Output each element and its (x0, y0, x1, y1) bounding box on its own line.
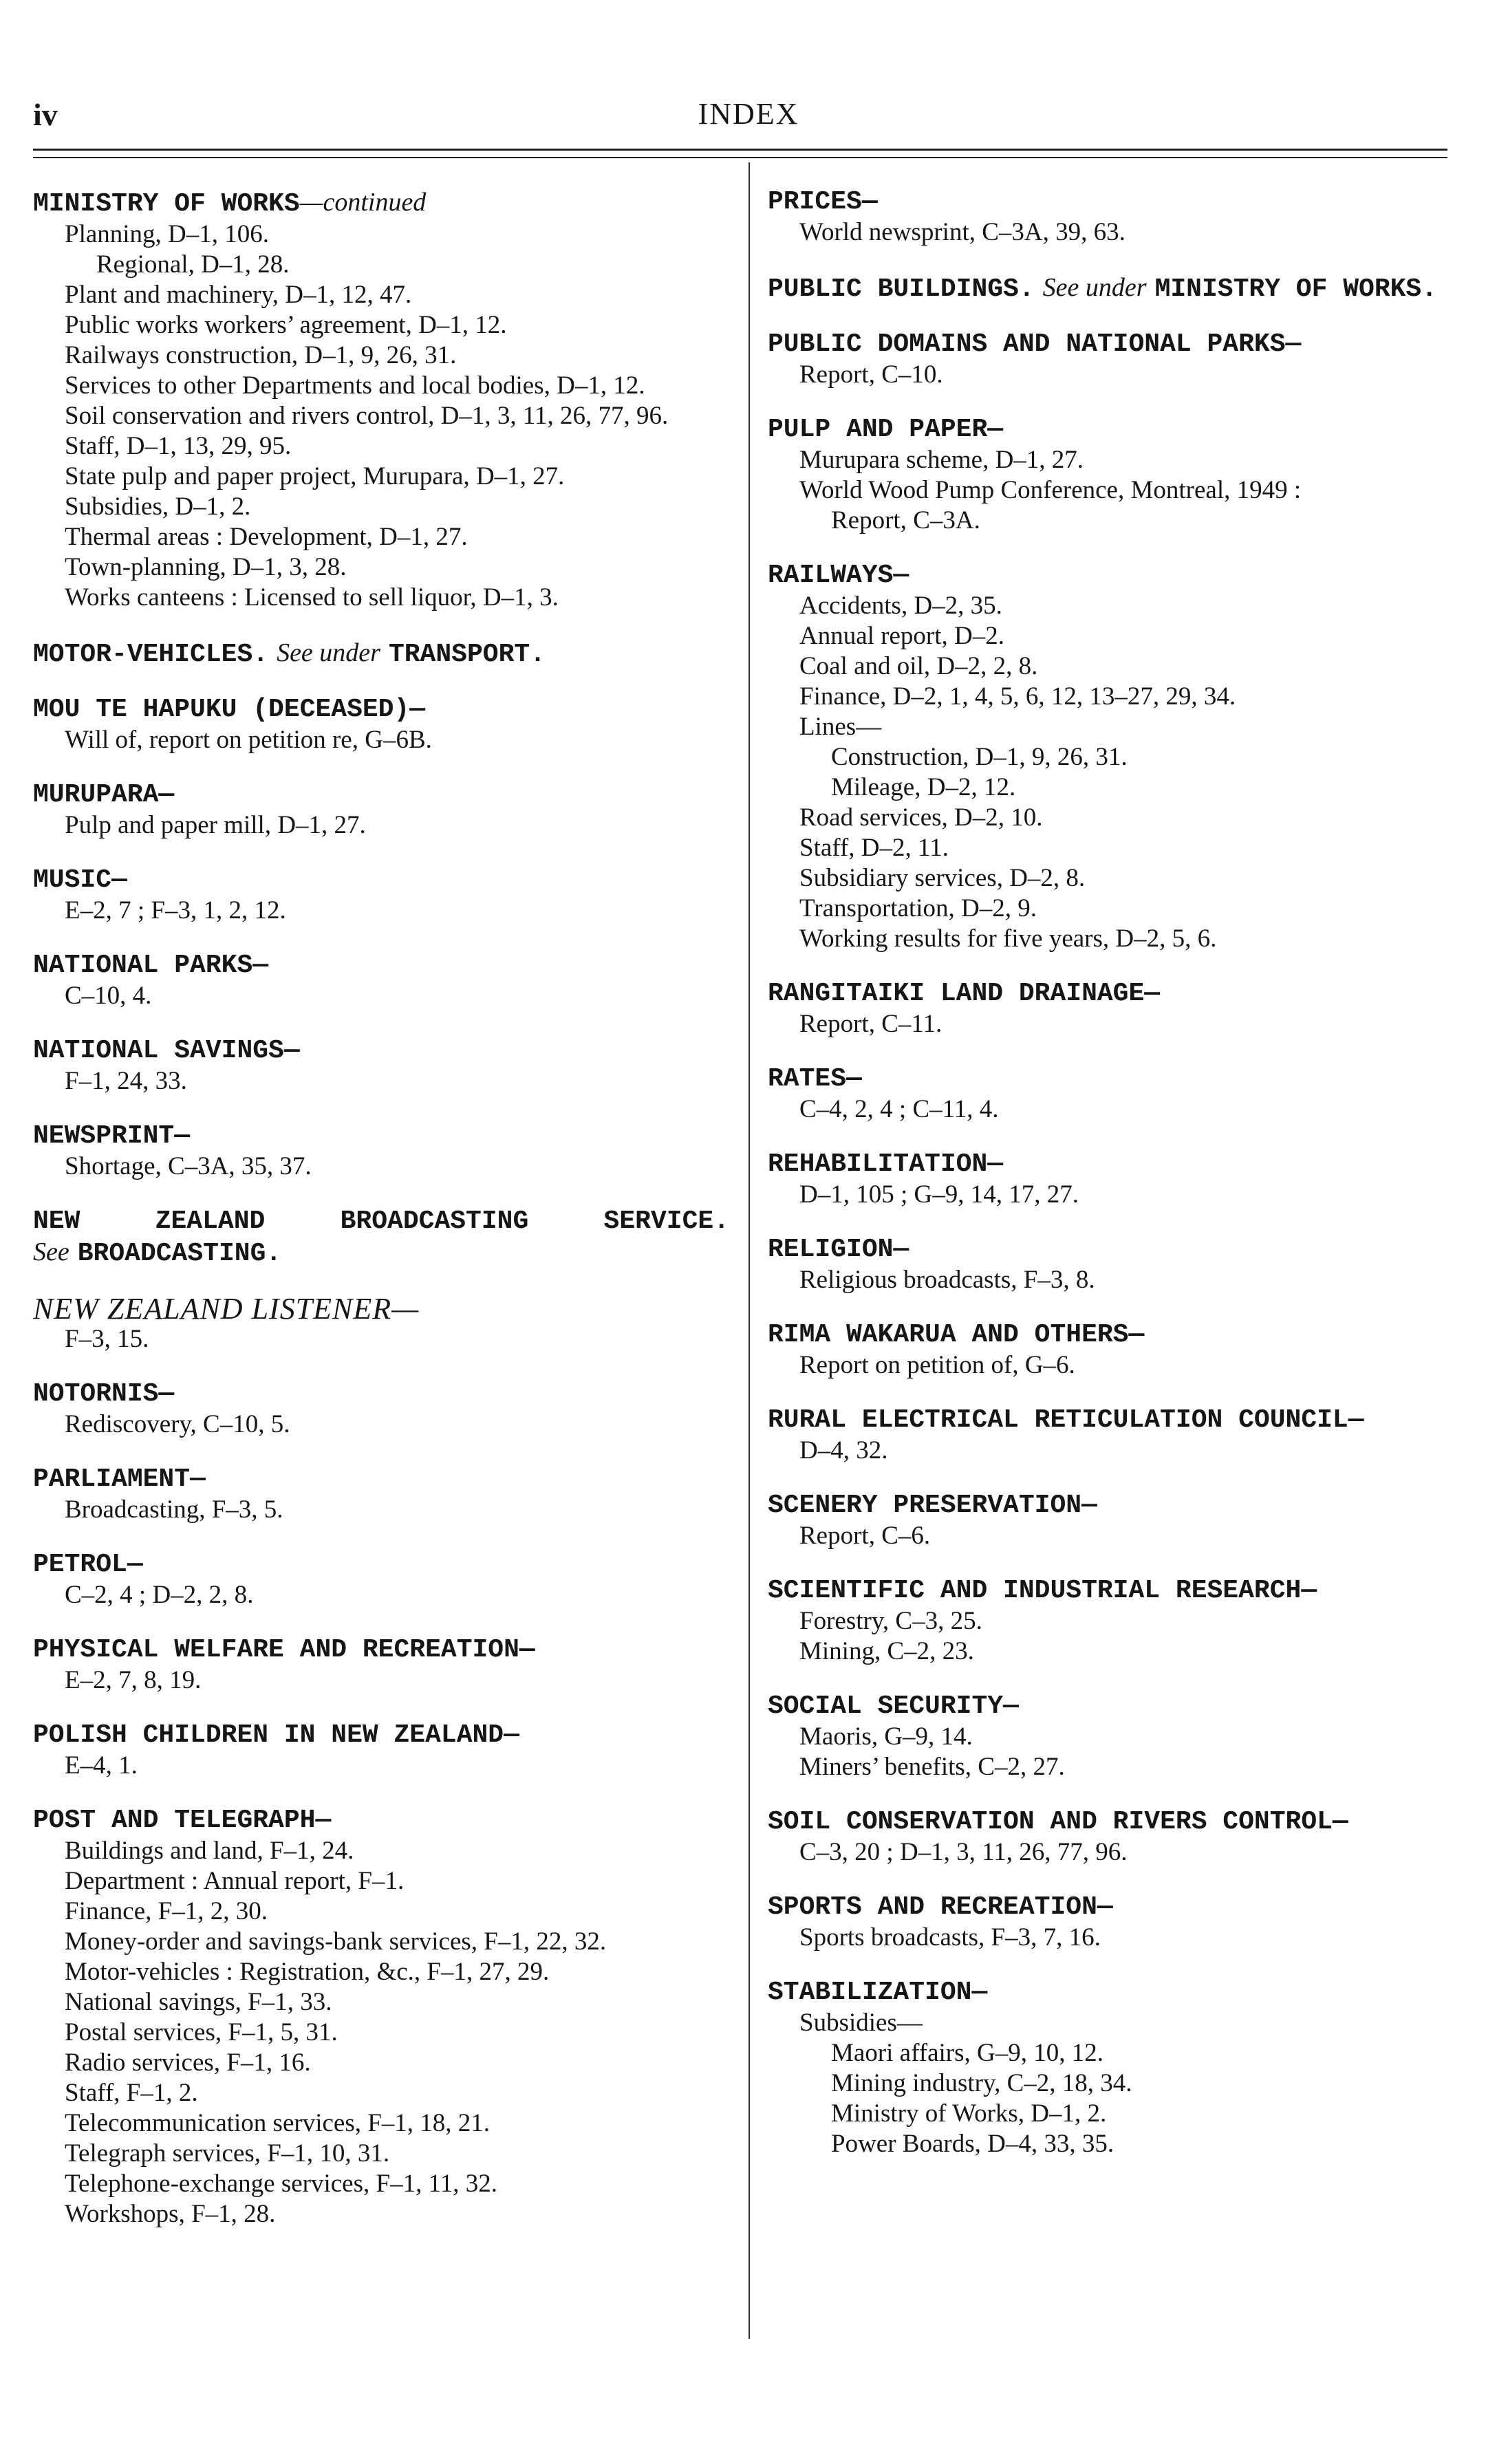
entry-heading (768, 415, 1456, 445)
entry-heading (33, 1720, 729, 1751)
subentry: Services to other Departments and local bodies, D–1, 12. (65, 371, 645, 400)
subentry: Forestry, C–3, 25. (799, 1607, 982, 1635)
header-rule-top (33, 149, 1447, 151)
subentry: Rediscovery, C–10, 5. (65, 1410, 290, 1438)
heading-text: NATIONAL SAVINGS— (33, 1036, 300, 1066)
subentry: Shortage, C–3A, 35, 37. (65, 1152, 312, 1180)
heading-text: PUBLIC BUILDINGS. (768, 274, 1035, 304)
subentry: Miners’ benefits, C–2, 27. (799, 1753, 1065, 1781)
subentry: E–2, 7, 8, 19. (65, 1666, 202, 1694)
subentry: Motor-vehicles : Registration, &c., F–1, 27, 29. (65, 1958, 550, 1986)
subentry: C–10, 4. (65, 982, 152, 1010)
subentry: Lines— (799, 713, 882, 741)
subentry: World newsprint, C–3A, 39, 63. (799, 218, 1126, 246)
heading-text: PETROL— (33, 1550, 143, 1579)
heading-text: RELIGION— (768, 1235, 909, 1264)
entry-heading (768, 979, 1456, 1009)
subentry: Report, C–10. (799, 360, 943, 389)
subentry: E–2, 7 ; F–3, 1, 2, 12. (65, 896, 286, 925)
subentry: Town-planning, D–1, 3, 28. (65, 553, 347, 581)
entry-heading (768, 1807, 1456, 1837)
entry-heading (33, 1036, 729, 1066)
index-entry-rates (768, 1064, 1456, 1125)
index-entry-rural-electrical-reticulation-council (768, 1405, 1456, 1466)
subentry: Railways construction, D–1, 9, 26, 31. (65, 341, 457, 369)
index-entry-polish-children-in-new-zealand (33, 1720, 729, 1781)
index-entry-pulp-and-paper (768, 415, 1456, 536)
index-entry-scenery-preservation (768, 1491, 1456, 1551)
entry-heading (768, 272, 1456, 305)
subentry: D–1, 105 ; G–9, 14, 17, 27. (799, 1180, 1079, 1209)
entry-heading (768, 329, 1456, 360)
sub-subentry: Mining industry, C–2, 18, 34. (831, 2069, 1132, 2097)
index-entry-motor-vehicles (33, 638, 729, 670)
index-entry-mou-te-hapuku-deceased (33, 695, 729, 755)
see-reference-label: See (33, 1238, 69, 1266)
subentry: Report, C–6. (799, 1522, 931, 1550)
subentry: Accidents, D–2, 35. (799, 592, 1002, 620)
entry-heading (33, 1465, 729, 1495)
index-entry-murupara (33, 780, 729, 841)
subentry: E–4, 1. (65, 1751, 138, 1780)
entry-heading (33, 1379, 729, 1409)
entry-heading (33, 638, 729, 670)
index-entry-newsprint (33, 1121, 729, 1182)
entry-heading (33, 187, 729, 219)
heading-text: NATIONAL PARKS— (33, 951, 269, 980)
index-entry-rima-wakarua-and-others (768, 1320, 1456, 1381)
subentry: Staff, D–1, 13, 29, 95. (65, 432, 292, 460)
index-entry-physical-welfare-and-recreation (33, 1635, 729, 1696)
entry-heading (768, 1064, 1456, 1094)
entry-heading (768, 1235, 1456, 1265)
index-entry-scientific-and-industrial-research (768, 1576, 1456, 1667)
header-rule-bottom (33, 157, 1447, 158)
index-entry-railways (768, 561, 1456, 954)
subentry: Plant and machinery, D–1, 12, 47. (65, 281, 412, 309)
subentry: Annual report, D–2. (799, 622, 1004, 650)
subentry: Telegraph services, F–1, 10, 31. (65, 2139, 390, 2168)
subentry: Public works workers’ agreement, D–1, 12. (65, 311, 507, 339)
subentry: Staff, F–1, 2. (65, 2079, 198, 2107)
heading-text: NEW ZEALAND LISTENER— (33, 1292, 420, 1326)
heading-text: PHYSICAL WELFARE AND RECREATION— (33, 1635, 535, 1665)
heading-text: MOU TE HAPUKU (DECEASED)— (33, 695, 426, 724)
subentry: Pulp and paper mill, D–1, 27. (65, 811, 366, 839)
sub-subentry: Mileage, D–2, 12. (831, 773, 1016, 801)
subentry: Department : Annual report, F–1. (65, 1867, 405, 1895)
entry-heading (768, 1892, 1456, 1923)
subentry: Road services, D–2, 10. (799, 803, 1043, 832)
subentry: Mining, C–2, 23. (799, 1637, 974, 1665)
heading-text: SPORTS AND RECREATION— (768, 1892, 1113, 1922)
heading-text: MINISTRY OF WORKS (33, 189, 300, 219)
heading-text: POLISH CHILDREN IN NEW ZEALAND— (33, 1720, 519, 1750)
subentry: Thermal areas : Development, D–1, 27. (65, 523, 468, 551)
subentry: Buildings and land, F–1, 24. (65, 1837, 354, 1865)
heading-text: SOCIAL SECURITY— (768, 1692, 1019, 1721)
heading-text: RAILWAYS— (768, 561, 909, 590)
entry-heading (33, 865, 729, 896)
subentry: Report, C–11. (799, 1010, 943, 1038)
see-reference-target: BROADCASTING. (77, 1239, 282, 1268)
subentry: Broadcasting, F–3, 5. (65, 1495, 283, 1524)
subentry: Subsidiary services, D–2, 8. (799, 864, 1086, 892)
entry-heading (768, 1405, 1456, 1436)
entry-heading (33, 1806, 729, 1836)
index-entry-sports-and-recreation (768, 1892, 1456, 1953)
page-header (0, 0, 1497, 165)
heading-text: SCIENTIFIC AND INDUSTRIAL RESEARCH— (768, 1576, 1317, 1606)
subentry: Will of, report on petition re, G–6B. (65, 726, 432, 754)
subentry: C–4, 2, 4 ; C–11, 4. (799, 1095, 999, 1123)
index-entry-public-domains-and-national-parks (768, 329, 1456, 390)
see-reference-label: See under (277, 638, 380, 667)
index-entry-new-zealand-broadcasting-service (33, 1207, 729, 1269)
heading-text: PARLIAMENT— (33, 1465, 206, 1494)
heading-text: MUSIC— (33, 865, 127, 895)
sub-subentry: Ministry of Works, D–1, 2. (831, 2099, 1107, 2128)
see-reference-label: See under (1042, 273, 1147, 302)
entry-heading (768, 1149, 1456, 1180)
subentry: State pulp and paper project, Murupara, D–1, 27. (65, 462, 565, 490)
entry-heading (768, 1320, 1456, 1350)
subentry: Workshops, F–1, 28. (65, 2200, 276, 2228)
sub-subentry: Report, C–3A. (831, 506, 980, 534)
heading-text: REHABILITATION— (768, 1149, 1004, 1179)
entry-heading (33, 1294, 729, 1324)
subentry: Subsidies— (799, 2009, 923, 2037)
heading-text: PRICES— (768, 187, 878, 217)
entry-heading (768, 561, 1456, 591)
heading-text: SOIL CONSERVATION AND RIVERS CONTROL— (768, 1807, 1348, 1837)
heading-text: POST AND TELEGRAPH— (33, 1806, 332, 1835)
subentry: Staff, D–2, 11. (799, 834, 949, 862)
index-entry-notornis (33, 1379, 729, 1440)
heading-text: PULP AND PAPER— (768, 415, 1004, 444)
subentry: D–4, 32. (799, 1436, 888, 1465)
sub-subentry: Maori affairs, G–9, 10, 12. (831, 2039, 1103, 2067)
subentry: Coal and oil, D–2, 2, 8. (799, 652, 1038, 680)
entry-heading (33, 951, 729, 981)
index-entry-soil-conservation-and-rivers-control (768, 1807, 1456, 1868)
subentry: Telephone-exchange services, F–1, 11, 32. (65, 2170, 497, 2198)
index-entry-ministry-of-works (33, 187, 729, 613)
index-entry-stabilization (768, 1978, 1456, 2159)
subentry: Finance, F–1, 2, 30. (65, 1897, 268, 1925)
subentry: Money-order and savings-bank services, F–1, 22, 32. (65, 1927, 607, 1956)
right-column (768, 187, 1456, 2184)
entry-heading (768, 1692, 1456, 1722)
subentry: Works canteens : Licensed to sell liquor, D–1, 3. (65, 583, 559, 612)
subentry: Soil conservation and rivers control, D–1, 3, 11, 26, 77, 96. (65, 402, 669, 430)
heading-text: RURAL ELECTRICAL RETICULATION COUNCIL— (768, 1405, 1364, 1435)
page-number: iv (33, 97, 58, 132)
index-entry-post-and-telegraph (33, 1806, 729, 2229)
index-entry-new-zealand-listener (33, 1294, 729, 1354)
index-entry-national-parks (33, 951, 729, 1011)
heading-text: RIMA WAKARUA AND OTHERS— (768, 1320, 1145, 1350)
entry-heading (768, 1978, 1456, 2008)
subentry: Murupara scheme, D–1, 27. (799, 446, 1084, 474)
heading-text: MOTOR-VEHICLES. (33, 640, 269, 669)
subentry: Sports broadcasts, F–3, 7, 16. (799, 1923, 1101, 1952)
sub-subentry: Construction, D–1, 9, 26, 31. (831, 743, 1128, 771)
column-divider (748, 162, 750, 2339)
subentry: Working results for five years, D–2, 5, 6. (799, 925, 1217, 953)
subentry: National savings, F–1, 33. (65, 1988, 332, 2016)
subentry: Radio services, F–1, 16. (65, 2049, 311, 2077)
heading-text: STABILIZATION— (768, 1978, 988, 2007)
heading-text: SCENERY PRESERVATION— (768, 1491, 1097, 1520)
subentry: Maoris, G–9, 14. (799, 1722, 973, 1751)
left-column (33, 187, 729, 2254)
see-reference-target: MINISTRY OF WORKS. (1154, 274, 1438, 304)
index-entry-public-buildings (768, 272, 1456, 305)
heading-text: RATES— (768, 1064, 862, 1094)
index-entry-parliament (33, 1465, 729, 1525)
subentry: Telecommunication services, F–1, 18, 21. (65, 2109, 491, 2137)
subentry: C–3, 20 ; D–1, 3, 11, 26, 77, 96. (799, 1838, 1128, 1866)
sub-subentry: Power Boards, D–4, 33, 35. (831, 2130, 1114, 2158)
heading-text: PUBLIC DOMAINS AND NATIONAL PARKS— (768, 329, 1302, 359)
entry-heading (33, 1550, 729, 1580)
index-entry-music (33, 865, 729, 926)
entry-heading (768, 187, 1456, 217)
heading-text: MURUPARA— (33, 780, 175, 810)
heading-text: RANGITAIKI LAND DRAINAGE— (768, 979, 1161, 1008)
heading-text: NEWSPRINT— (33, 1121, 191, 1151)
index-entry-petrol (33, 1550, 729, 1610)
entry-heading (33, 1207, 729, 1269)
subentry: World Wood Pump Conference, Montreal, 1949 : (799, 476, 1302, 504)
page-title: INDEX (698, 97, 799, 131)
subentry: Finance, D–2, 1, 4, 5, 6, 12, 13–27, 29, 34. (799, 682, 1236, 711)
subentry: Report on petition of, G–6. (799, 1351, 1075, 1379)
subentry: F–3, 15. (65, 1325, 149, 1353)
subentry: Planning, D–1, 106. (65, 220, 270, 248)
entry-heading (768, 1491, 1456, 1521)
entry-heading (33, 1635, 729, 1665)
subentry: F–1, 24, 33. (65, 1067, 187, 1095)
index-entry-national-savings (33, 1036, 729, 1096)
index-entry-religion (768, 1235, 1456, 1295)
see-reference-target: TRANSPORT. (388, 640, 546, 669)
index-entry-social-security (768, 1692, 1456, 1782)
continued-label: —continued (299, 188, 427, 217)
subentry: C–2, 4 ; D–2, 2, 8. (65, 1581, 254, 1609)
entry-heading (33, 780, 729, 810)
entry-heading (33, 695, 729, 725)
entry-heading (33, 1121, 729, 1152)
heading-text: NEW ZEALAND BROADCASTING SERVICE. (33, 1207, 729, 1236)
subentry: Religious broadcasts, F–3, 8. (799, 1266, 1095, 1294)
index-entry-prices (768, 187, 1456, 248)
subentry: Transportation, D–2, 9. (799, 894, 1037, 922)
sub-subentry: Regional, D–1, 28. (96, 250, 290, 279)
subentry: Postal services, F–1, 5, 31. (65, 2018, 338, 2046)
subentry: Subsidies, D–1, 2. (65, 493, 251, 521)
index-entry-rangitaiki-land-drainage (768, 979, 1456, 1039)
index-entry-rehabilitation (768, 1149, 1456, 1210)
entry-heading (768, 1576, 1456, 1606)
heading-text: NOTORNIS— (33, 1379, 175, 1409)
